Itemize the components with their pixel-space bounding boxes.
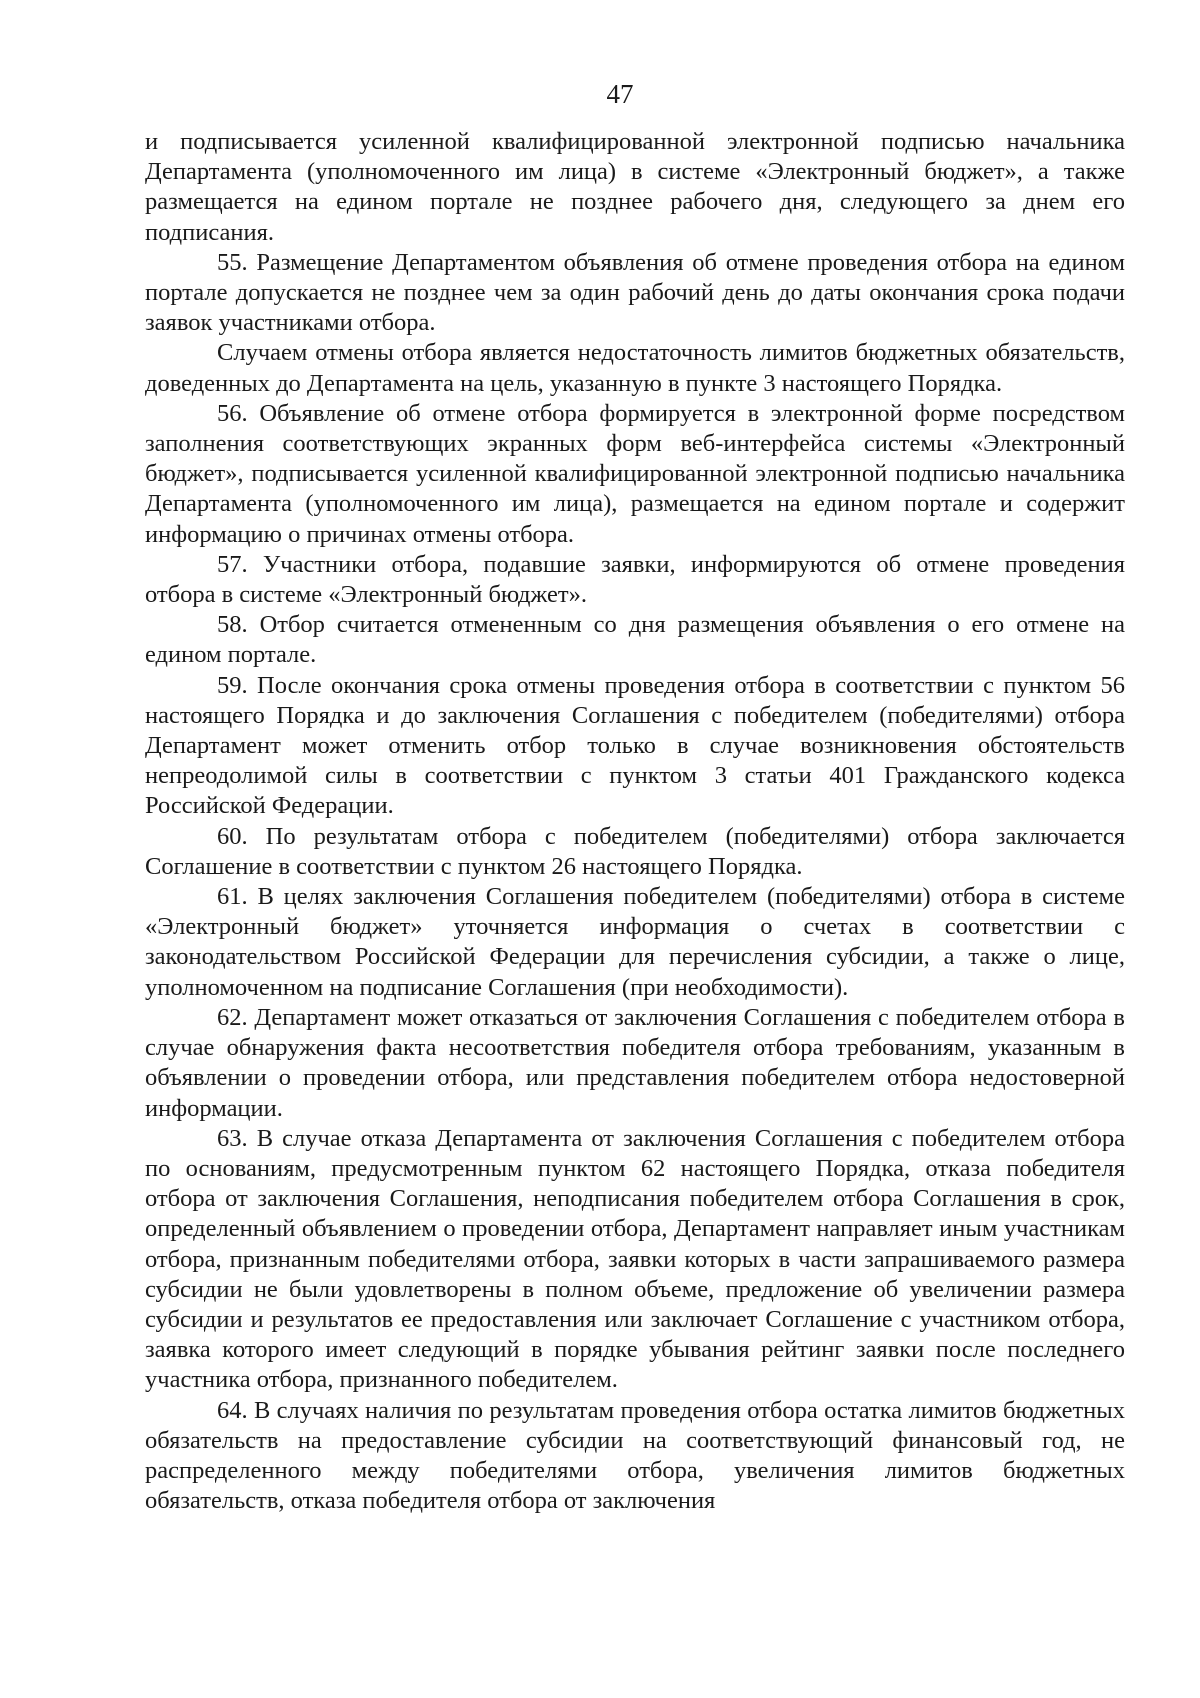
paragraph-56: 56. Объявление об отмене отбора формируется в электронной форме посредством заполнения соответствующих экранных форм веб-интерфейса системы «Электронный бюджет», подписывается усиленной квалифицированной электронной подписью начальника Департамента (уполномоченного им лица), размещается на едином портале и содержит информацию о причинах отмены отбора.: [145, 399, 1125, 548]
paragraph-58: 58. Отбор считается отмененным со дня размещения объявления о его отмене на едином портале.: [145, 611, 1125, 669]
paragraph-55-cancellation-case: Случаем отмены отбора является недостаточность лимитов бюджетных обязательств, доведенных до Департамента на цель, указанную в пункте 3 настоящего Порядка.: [145, 339, 1125, 397]
paragraph-55: 55. Размещение Департаментом объявления об отмене проведения отбора на едином портале допускается не позднее чем за один рабочий день до даты окончания срока подачи заявок участниками отбора.: [145, 248, 1125, 337]
paragraph-61: 61. В целях заключения Соглашения победителем (победителями) отбора в системе «Электронный бюджет» уточняется информация о счетах в соответствии с законодательством Российской Федерации для перечисления субсидии, а также о лице, уполномоченном на подписание Соглашения (при необходимости).: [145, 883, 1125, 1001]
paragraph-63: 63. В случае отказа Департамента от заключения Соглашения с победителем отбора по основаниям, предусмотренным пунктом 62 настоящего Порядка, отказа победителя отбора от заключения Соглашения, неподписания победителем отбора Соглашения в срок, определенный объявлением о проведении отбора, Департамент направляет иным участникам отбора, признанным победителями отбора, заявки которых в части запрашиваемого размера субсидии не были удовлетворены в полном объеме, предложение об увеличении размера субсидии и результатов ее предоставления или заключает Соглашение с участником отбора, заявка которого имеет следующий в порядке убывания рейтинг заявки после последнего участника отбора, признанного победителем.: [145, 1124, 1125, 1394]
paragraph: и подписывается усиленной квалифицированной электронной подписью начальника Департамента (уполномоченного им лица) в системе «Электронный бюджет», а также размещается на едином портале не позднее рабочего дня, следующего за днем его подписания.: [145, 128, 1125, 246]
paragraph-64: 64. В случаях наличия по результатам проведения отбора остатка лимитов бюджетных обязательств на предоставление субсидии на соответствующий финансовый год, не распределенного между победителями отбора, увеличения лимитов бюджетных обязательств, отказа победителя отбора от заключения: [145, 1396, 1125, 1515]
page-number: 47: [606, 79, 634, 109]
paragraph-59: 59. После окончания срока отмены проведения отбора в соответствии с пунктом 56 настоящего Порядка и до заключения Соглашения с победителем (победителями) отбора Департамент может отменить отбор только в случае возникновения обстоятельств непреодолимой силы в соответствии с пунктом 3 статьи 401 Гражданского кодекса Российской Федерации.: [145, 671, 1125, 820]
paragraph-57: 57. Участники отбора, подавшие заявки, информируются об отмене проведения отбора в системе «Электронный бюджет».: [145, 550, 1125, 609]
document-body: [145, 127, 1125, 1516]
paragraph-60: 60. По результатам отбора с победителем (победителями) отбора заключается Соглашение в соответствии с пунктом 26 настоящего Порядка.: [145, 822, 1125, 880]
paragraph-62: 62. Департамент может отказаться от заключения Соглашения с победителем отбора в случае обнаружения факта несоответствия победителя отбора требованиям, указанным в объявлении о проведении отбора, или представления победителем отбора недостоверной информации.: [145, 1003, 1125, 1122]
